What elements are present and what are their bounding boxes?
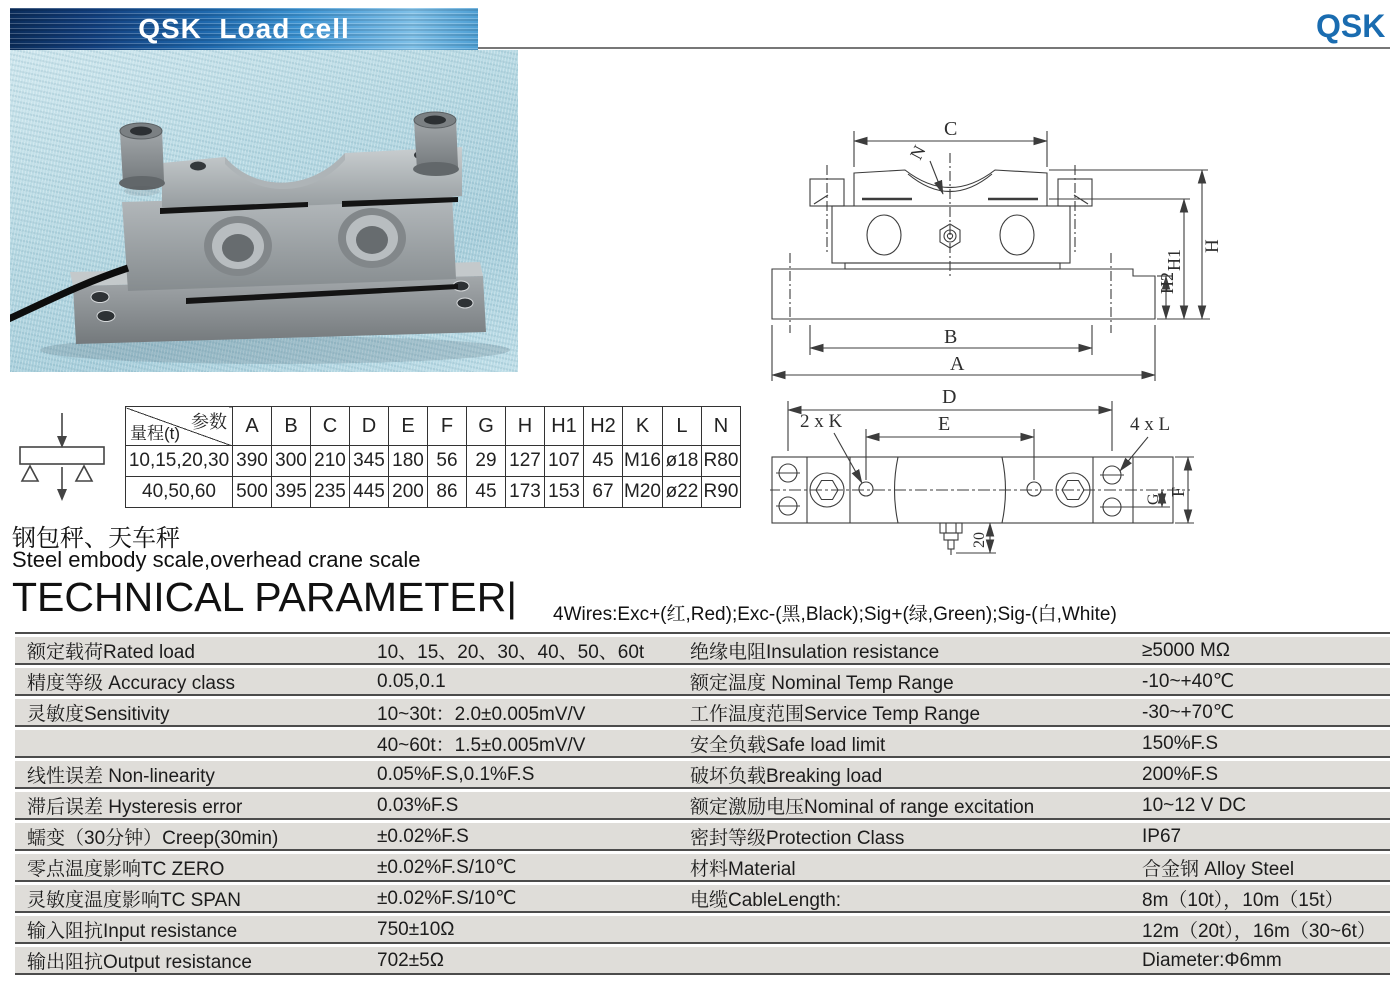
dim-value-cell: 67 xyxy=(584,477,623,508)
param-label: 密封等级Protection Class xyxy=(690,828,905,849)
param-value: ≥5000 MΩ xyxy=(1142,639,1231,661)
param-label: 安全负载Safe load limit xyxy=(690,735,886,756)
param-value: IP67 xyxy=(1142,825,1182,847)
dim-value-cell: 107 xyxy=(545,446,584,477)
param-value: 10~12 V DC xyxy=(1142,794,1247,816)
load-direction-icon xyxy=(12,410,112,511)
dim-label-h2: H2 xyxy=(1157,272,1177,294)
dim-label-h1: H1 xyxy=(1164,249,1184,271)
dim-value-cell: 45 xyxy=(467,477,506,508)
dim-range-cell: 10,15,20,30 xyxy=(126,446,233,477)
dim-col-header: B xyxy=(272,407,311,446)
param-row xyxy=(15,823,1390,849)
page-title: QSK Load cell xyxy=(138,13,350,44)
dim-col-header: F xyxy=(428,407,467,446)
param-label: 破坏负载Breaking load xyxy=(690,766,883,787)
dim-corner-cell xyxy=(126,407,233,446)
param-row xyxy=(15,699,1390,725)
dim-value-cell: 56 xyxy=(428,446,467,477)
param-row xyxy=(15,792,1390,818)
param-label: 灵敏度温度影响TC SPAN xyxy=(27,890,241,911)
dim-value-cell: 345 xyxy=(350,446,389,477)
param-value: 750±10Ω xyxy=(377,918,455,940)
param-row xyxy=(15,885,1390,911)
dim-label-g: G xyxy=(1145,493,1162,505)
dim-value-cell: 210 xyxy=(311,446,350,477)
dim-col-header: E xyxy=(389,407,428,446)
product-photo xyxy=(10,50,518,372)
param-row xyxy=(15,947,1390,973)
dim-value-cell: 445 xyxy=(350,477,389,508)
param-value: ±0.02%F.S/10℃ xyxy=(377,857,517,878)
dim-col-header: H1 xyxy=(545,407,584,446)
dim-value-cell: ø18 xyxy=(662,446,701,477)
param-row xyxy=(15,637,1390,663)
param-value: 12m（20t），16m（30~6t） xyxy=(1142,921,1376,942)
dim-col-header: D xyxy=(350,407,389,446)
dim-value-cell: M16 xyxy=(623,446,663,477)
application-cn: 钢包秤、天车秤 xyxy=(12,525,180,552)
dim-label-b: B xyxy=(944,326,958,348)
param-value: 0.05,0.1 xyxy=(377,670,446,692)
dim-value-cell: M20 xyxy=(623,477,663,508)
param-label: 输出阻抗Output resistance xyxy=(27,952,252,973)
dim-corner-range: 量程(t) xyxy=(130,424,181,443)
param-row xyxy=(15,854,1390,880)
section-title: TECHNICAL PARAMETER| xyxy=(12,574,517,620)
param-value: 8m（10t），10m（15t） xyxy=(1142,890,1344,911)
dim-value-cell: R90 xyxy=(701,477,740,508)
dim-label-d: D xyxy=(942,386,957,408)
dim-col-header: L xyxy=(662,407,701,446)
dim-label-2xk: 2 x K xyxy=(800,411,843,432)
dim-col-header: N xyxy=(701,407,740,446)
parameter-table xyxy=(15,632,1390,978)
param-label: 零点温度影响TC ZERO xyxy=(27,859,225,880)
param-row xyxy=(15,730,1390,756)
param-label: 线性误差 Non-linearity xyxy=(27,766,215,787)
param-value: 150%F.S xyxy=(1142,732,1219,754)
dim-label-e: E xyxy=(938,413,951,435)
dim-row xyxy=(126,446,741,477)
dim-label-n: N xyxy=(905,142,930,163)
dim-value-cell: 390 xyxy=(233,446,272,477)
banner xyxy=(10,8,478,50)
dim-value-cell: 127 xyxy=(506,446,545,477)
param-label: 额定激励电压Nominal of range excitation xyxy=(690,797,1035,818)
param-label: 蠕变（30分钟）Creep(30min) xyxy=(27,828,279,849)
param-value: 10~30t：2.0±0.005mV/V xyxy=(377,704,586,725)
plan-view-drawing xyxy=(770,385,1395,585)
dim-col-header: H xyxy=(506,407,545,446)
dim-col-header: K xyxy=(623,407,663,446)
dimension-table xyxy=(125,406,741,508)
param-value: -10~+40℃ xyxy=(1142,671,1235,692)
param-label: 滞后误差 Hysteresis error xyxy=(27,797,243,818)
dim-row xyxy=(126,477,741,508)
param-value: -30~+70℃ xyxy=(1142,702,1235,723)
dim-value-cell: R80 xyxy=(701,446,740,477)
dim-value-cell: 153 xyxy=(545,477,584,508)
application-en: Steel embody scale,overhead crane scale xyxy=(12,547,421,572)
param-value: ±0.02%F.S xyxy=(377,825,469,847)
param-label: 工作温度范围Service Temp Range xyxy=(690,704,981,725)
dim-value-cell: 173 xyxy=(506,477,545,508)
param-value: 10、15、20、30、40、50、60t xyxy=(377,642,645,663)
param-row xyxy=(15,668,1390,694)
param-label: 精度等级 Accuracy class xyxy=(27,673,235,694)
dim-col-header: G xyxy=(467,407,506,446)
dim-value-cell: 395 xyxy=(272,477,311,508)
dim-range-cell: 40,50,60 xyxy=(126,477,233,508)
dim-col-header: H2 xyxy=(584,407,623,446)
param-value: 40~60t：1.5±0.005mV/V xyxy=(377,735,586,756)
dim-col-header: A xyxy=(233,407,272,446)
param-label: 绝缘电阻Insulation resistance xyxy=(690,642,940,663)
param-value: 0.05%F.S,0.1%F.S xyxy=(377,763,535,785)
load-cell-illustration xyxy=(10,50,518,372)
dim-value-cell: 200 xyxy=(389,477,428,508)
dim-value-cell: 86 xyxy=(428,477,467,508)
dim-value-cell: 235 xyxy=(311,477,350,508)
param-row xyxy=(15,761,1390,787)
param-label: 输入阻抗Input resistance xyxy=(27,921,238,942)
dim-label-20: 20 xyxy=(971,532,988,548)
param-label: 电缆CableLength: xyxy=(690,890,842,911)
param-value: 702±5Ω xyxy=(377,949,444,971)
dim-value-cell: 29 xyxy=(467,446,506,477)
dim-label-4xl: 4 x L xyxy=(1130,414,1171,435)
dim-value-cell: 500 xyxy=(233,477,272,508)
dim-label-f: F xyxy=(1168,486,1188,497)
param-value: 0.03%F.S xyxy=(377,794,459,816)
param-value: Diameter:Φ6mm xyxy=(1142,949,1282,971)
dim-label-h: H xyxy=(1202,239,1223,253)
param-value: 合金钢 Alloy Steel xyxy=(1142,859,1295,880)
param-label: 材料Material xyxy=(690,859,796,880)
dim-value-cell: 300 xyxy=(272,446,311,477)
dim-label-c: C xyxy=(944,118,958,140)
dim-corner-param: 参数 xyxy=(191,412,227,432)
param-row xyxy=(15,916,1390,942)
wiring-note: 4Wires:Exc+(红,Red);Exc-(黑,Black);Sig+(绿,Green);Sig-(白,White) xyxy=(553,604,1117,625)
dim-label-a: A xyxy=(950,353,965,375)
dim-col-header: C xyxy=(311,407,350,446)
param-label: 额定温度 Nominal Temp Range xyxy=(690,673,954,694)
brand-logo: QSK xyxy=(1316,8,1386,44)
header-rule xyxy=(478,47,1390,49)
param-label: 额定载荷Rated load xyxy=(27,642,195,663)
front-view-drawing xyxy=(770,103,1395,388)
param-value: 200%F.S xyxy=(1142,763,1219,785)
dim-value-cell: ø22 xyxy=(662,477,701,508)
param-value: ±0.02%F.S/10℃ xyxy=(377,888,517,909)
dim-value-cell: 45 xyxy=(584,446,623,477)
param-label: 灵敏度Sensitivity xyxy=(27,704,170,725)
dim-value-cell: 180 xyxy=(389,446,428,477)
